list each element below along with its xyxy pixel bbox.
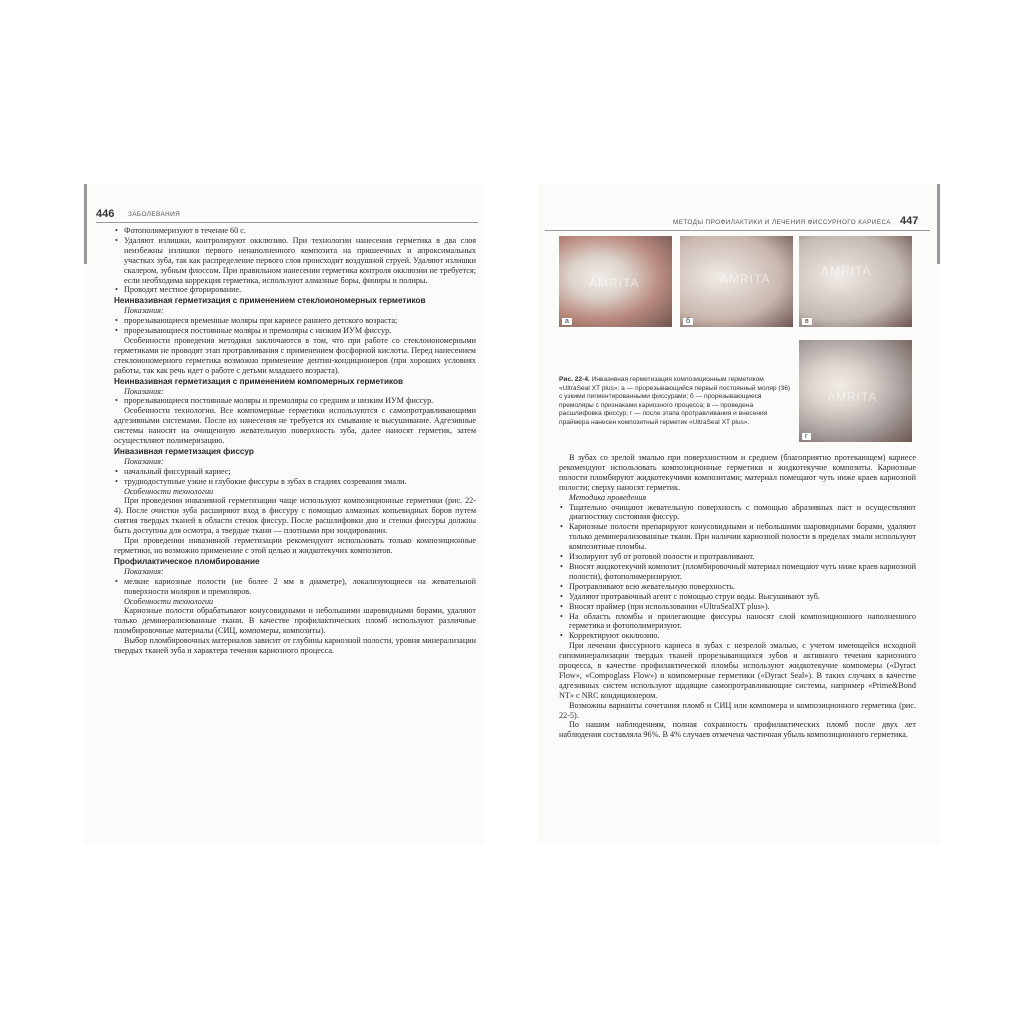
photo-label: в — [802, 318, 812, 325]
section-heading: Профилактическое пломбирование — [114, 556, 260, 566]
figure-photo-v — [799, 236, 912, 327]
watermark: AMRITA — [827, 390, 878, 404]
paragraph: В зубах со зрелой эмалью при поверхностном и среднем (благоприятно протекающем) кариесе рекомендуют использовать композиционные герметики и жидкотекучие композиты. Кариозные полости пломбируют жидкотекучими композитами; материал помещают чуть ниже краев кариозной полости; сверху наносят герметик. — [559, 453, 916, 492]
section-heading: Неинвазивная герметизация с применением стеклоиономерных герметиков — [114, 296, 426, 306]
subheading: Показания: — [124, 566, 164, 576]
bullet-list — [114, 467, 476, 487]
list-item: • Корректируют окклюзию. — [559, 631, 916, 641]
photo-label: а — [562, 318, 572, 325]
left-header-rule — [96, 222, 478, 223]
watermark: AMRITA — [821, 264, 872, 278]
paragraph: При лечении фиссурного кариеса в зубах с незрелой эмалью, с учетом имеющейся исходной гипоминерализации твердых тканей прорезывающихся зубов и активного течения кариозного процесса, в качестве профилактической пломбы используют жидкотекучие компомеры («Dyract Flow», «Compoglass Flow») и компомерные герметики («Dyract Seal»). В таких случаях в качестве адгезивных систем используют щадящие самопротравливающие системы, например «Prime&Bond NT» с NRC кондиционером. — [559, 641, 916, 700]
paragraph: По нашим наблюдениям, полная сохранность профилактических пломб после двух лет наблюдения составляла 96%. В 4% случаев отмечена частичная убыль композиционного герметика. — [559, 720, 916, 740]
subheading: Показания: — [124, 386, 164, 396]
watermark: AMRITA — [720, 272, 771, 286]
list-item: • мелкие кариозные полости (не более 2 мм в диаметре), локализующиеся на жевательной поверхности моляров и премоляров. — [114, 577, 476, 597]
watermark: AMRITA — [589, 276, 640, 290]
list-item: • На область пломбы и прилегающие фиссуры наносят слой композиционного наполненного герметика и фотополимеризуют. — [559, 612, 916, 632]
photo-label: б — [683, 318, 693, 325]
figure-photo-b — [680, 236, 793, 327]
list-item: • Фотополимеризуют в течение 60 с. — [114, 226, 476, 236]
caption-text: Инвазивная герметизация композиционным герметиком «UltraSeal XT plus»: а — прорезывающийся первый постоянный моляр (36) с узкими пигментированными фиссурами; б — прорезывающиеся премоляры с признаками кариозного процесса; в — проведена расшлифовка фиссур; г — после этапа протравливания и внесения праймера нанесен композитный герметик «UltraSeal XT plus». — [559, 376, 791, 426]
right-running-header: МЕТОДЫ ПРОФИЛАКТИКИ И ЛЕЧЕНИЯ ФИССУРНОГО КАРИЕСА — [673, 219, 891, 226]
subheading: Особенности технологии — [124, 596, 214, 606]
bullet-list — [114, 396, 476, 406]
left-running-header: ЗАБОЛЕВАНИЯ — [128, 211, 181, 218]
paragraph: Особенности технологии. Все компомерные герметики используются с самопротравливающими адгезивными системами. После их нанесения не требуется их смывание и высушивание. Адгезивные системы наносят на очищенную жевательную поверхность зуба, далее наносят герметик, затем осуществляют полимеризацию. — [114, 406, 476, 446]
list-item: • Проводят местное фторирование. — [114, 285, 476, 295]
subheading: Показания: — [124, 306, 164, 316]
paragraph: Кариозные полости обрабатывают конусовидными и небольшими шаровидными борами, удаляют только деминерализованные ткани. В качестве профилактических пломб используют различные пломбировочные материалы (СИЦ, компомеры, композиты). — [114, 606, 476, 636]
subheading: Методика проведения — [569, 492, 647, 502]
bullet-list — [114, 316, 476, 336]
list-item: • прорезывающиеся временные моляры при кариесе раннего детского возраста; — [114, 316, 476, 326]
section-heading: Инвазивная герметизация фиссур — [114, 446, 254, 456]
bullet-list — [114, 577, 476, 597]
list-item: • Вносят жидкотекучий композит (пломбировочный материал помещают чуть ниже краев кариозной полости), фотополимеризируют. — [559, 562, 916, 582]
list-item: • Удаляют излишки, контролируют окклюзию. При технологии нанесения герметика в два слоя неизбежны излишки первого ненаполненного композита на пришеечных и апроксимальных участках зуба, так как распределение первого слоя происходит воздушной струей. Удаляют излишки скалером, зубным флоссом. При правильном нанесении герметика контроля окклюзии не требуется; если необходима коррекция герметика, используют алмазные боры, финиры и полиры. — [114, 236, 476, 286]
left-page-number: 446 — [96, 208, 115, 220]
figure-photo-a — [559, 236, 672, 327]
list-item: • прорезывающиеся постоянные моляры и премоляры с низким ИУМ фиссур. — [114, 326, 476, 336]
left-column-text — [114, 226, 476, 656]
bullet-list — [559, 503, 916, 642]
list-item: • Вносят праймер (при использовании «UltraSealXT plus»). — [559, 602, 916, 612]
list-item: • прорезывающиеся постоянные моляры и премоляры со средним и низким ИУМ фиссур. — [114, 396, 476, 406]
list-item: • Изолируют зуб от ротовой полости и протравливают. — [559, 552, 916, 562]
subheading: Особенности технологии — [124, 486, 214, 496]
paragraph: Возможны варианты сочетания пломб и СИЦ или компомера и композиционного герметика (рис. 22-5). — [559, 700, 916, 720]
right-edge-marker — [937, 184, 940, 264]
bullet-list — [114, 226, 476, 295]
subheading: Показания: — [124, 456, 164, 466]
section-heading: Неинвазивная герметизация с применением компомерных герметиков — [114, 376, 403, 386]
caption-title: Рис. 22-4. — [559, 376, 590, 383]
right-header-rule — [545, 230, 930, 231]
paragraph: Выбор пломбировочных материалов зависит от глубины кариозной полости, уровня минерализации твердых тканей зуба и характера течения кариозного процесса. — [114, 636, 476, 656]
list-item: • Протравливают всю жевательную поверхность. — [559, 582, 916, 592]
paragraph: При проведении инвазивной герметизации рекомендуют использовать только композиционные герметики, но возможно применение с этой целью и жидкотекучих композитов. — [114, 536, 476, 555]
right-column-text — [559, 453, 916, 740]
right-page-number: 447 — [900, 215, 919, 227]
left-edge-marker — [84, 184, 87, 264]
list-item: • труднодоступные узкие и глубокие фиссуры в зубах в стадиях созревания эмали. — [114, 477, 476, 487]
paragraph: При проведении инвазивной герметизации чаще используют композиционные герметики (рис. 22-4). После очистки зуба расширяют вход в фиссуру с помощью алмазных копьевидных боров путем снятия твердых тканей в области стенок фиссур. После расшлифовки дно и стенки фиссуры должны быть доступны для осмотра, а твердые ткани — плотными при зондировании. — [114, 496, 476, 536]
figure-caption — [559, 376, 791, 428]
figure-photo-g — [799, 340, 912, 442]
list-item: • начальный фиссурный кариес; — [114, 467, 476, 477]
list-item: • Удаляют протравочный агент с помощью струи воды. Высушивают зуб. — [559, 592, 916, 602]
list-item: • Тщательно очищают жевательную поверхность с помощью абразивных паст и осуществляют диагностику состояния фиссур. — [559, 503, 916, 523]
list-item: • Кариозные полости препарируют конусовидными и небольшими шаровидными борами, удаляют только деминерализованные ткани. При наличии кариозной полости в пределах эмали используют композитные пломбы. — [559, 522, 916, 552]
paragraph: Особенности проведения методики заключаются в том, что при работе со стеклоиономерными герметиками не проводят этап протравливания с применением фосфорной кислоты. Перед нанесением стеклоиономерного герметика возможно применение дентин-кондиционеров (при хороших условиях работы, так как речь идет о работе с детьми младшего возраста). — [114, 335, 476, 375]
photo-label: г — [802, 433, 811, 440]
